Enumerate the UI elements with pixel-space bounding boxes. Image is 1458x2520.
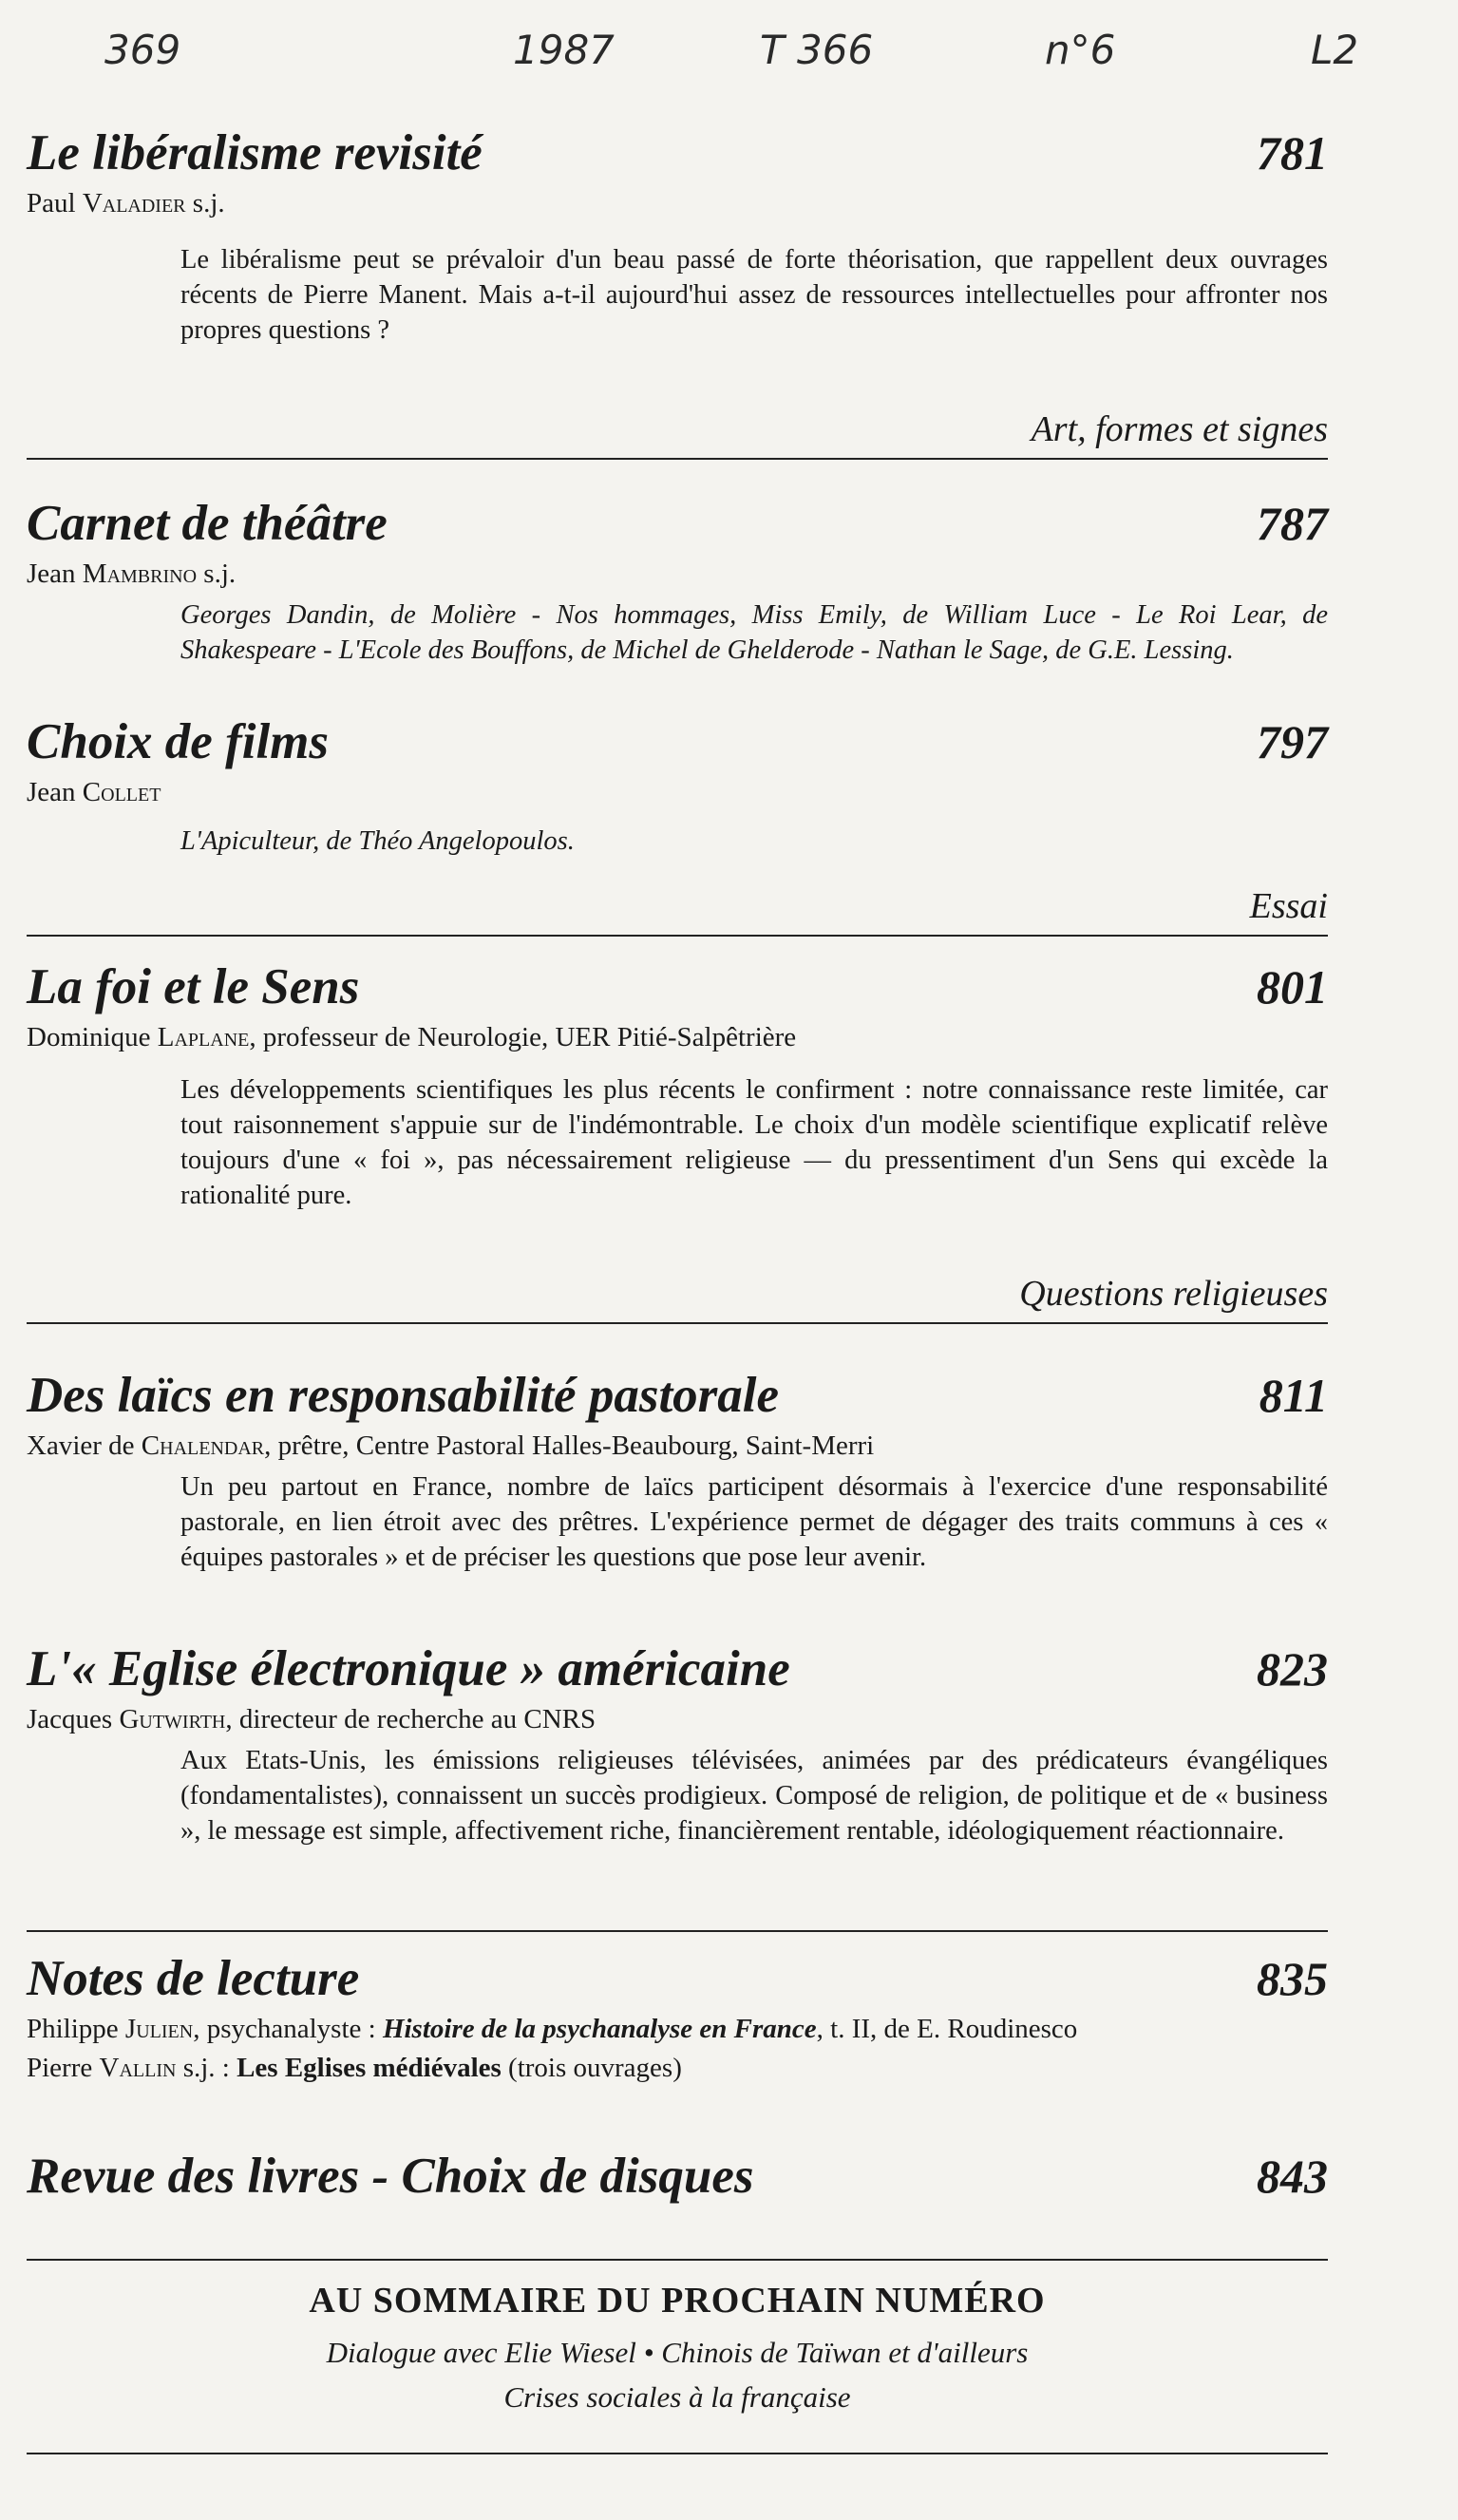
author-suffix: s.j. xyxy=(197,559,237,590)
author-first: Jean xyxy=(27,559,83,590)
announcement-line-1: Dialogue avec Elie Wiesel • Chinois de Taïwan et d'ailleurs xyxy=(326,2336,1029,2369)
entry-eglise xyxy=(27,1641,1328,1848)
author-first: Paul xyxy=(27,188,83,219)
note-book-title: Les Eglises médiévales xyxy=(237,2052,502,2083)
entry-abstract: Aux Etats-Unis, les émissions religieuses télévisées, animées par des prédicateurs évangéliques (fondamentalistes), connaissent un succès prodigieux. Composé de religion, de politique et de « business », le message est simple, affectivement riche, financièrement rentable, idéologiquement réactionnaire. xyxy=(180,1745,1328,1846)
divider xyxy=(27,2453,1328,2454)
entry-revue xyxy=(27,2149,1328,2204)
note-book-title: Histoire de la psychanalyse en France xyxy=(382,2014,817,2045)
section-label: Questions religieuses xyxy=(27,1273,1328,1324)
entry-author xyxy=(27,557,1328,591)
entry-title: Choix de films xyxy=(27,714,330,769)
entry-abstract: L'Apiculteur, de Théo Angelopoulos. xyxy=(180,825,575,856)
note-role: , psychanalyste : xyxy=(193,2014,383,2045)
note-rest: , t. II, de E. Roudinesco xyxy=(816,2014,1078,2045)
handwritten-issue: n°6 xyxy=(1045,27,1116,73)
entry-page: 835 xyxy=(1257,1952,1328,2005)
author-last: Collet xyxy=(82,777,161,808)
entry-liberalisme xyxy=(27,125,1328,348)
author-suffix: s.j. xyxy=(185,188,225,219)
author-first: Xavier de xyxy=(27,1431,142,1462)
note-author-last: Julien xyxy=(124,2014,194,2045)
author-last: Valadier xyxy=(82,188,186,219)
entry-author xyxy=(27,775,1328,809)
entry-page: 787 xyxy=(1257,497,1328,550)
entry-title: Revue des livres - Choix de disques xyxy=(27,2149,754,2204)
author-first: Jean xyxy=(27,777,83,808)
notes-line-2 xyxy=(27,2049,1328,2088)
notes-line-1 xyxy=(27,2010,1328,2049)
entry-abstract: Le libéralisme peut se prévaloir d'un beau passé de forte théorisation, que rappellent deux ouvrages récents de Pierre Manent. Mais a-t-il aujourd'hui assez de ressources intellectuelles pour affronter nos propres questions ? xyxy=(180,244,1328,345)
note-author-last: Vallin xyxy=(99,2052,177,2083)
entry-notes xyxy=(27,1951,1328,2087)
entry-title: Le libéralisme revisité xyxy=(27,125,483,180)
entry-theatre xyxy=(27,496,1328,668)
entry-title: Des laïcs en responsabilité pastorale xyxy=(27,1368,780,1423)
note-rest: (trois ouvrages) xyxy=(501,2052,682,2083)
section-essai xyxy=(27,885,1328,937)
author-suffix: , prêtre, Centre Pastoral Halles-Beaubourg, Saint-Merri xyxy=(264,1431,875,1462)
entry-page: 801 xyxy=(1257,960,1328,1014)
note-author-first: Pierre xyxy=(27,2052,100,2083)
divider xyxy=(27,2259,1328,2261)
entry-title: Notes de lecture xyxy=(27,1951,360,2006)
author-last: Gutwirth xyxy=(119,1704,226,1735)
section-label: Essai xyxy=(27,885,1328,937)
entry-title: Carnet de théâtre xyxy=(27,496,388,551)
handwritten-mark: L2 xyxy=(1311,27,1359,73)
handwritten-tome: T 366 xyxy=(760,27,874,73)
handwritten-year: 1987 xyxy=(513,27,615,73)
entry-foi xyxy=(27,959,1328,1213)
next-issue-announcement xyxy=(27,2280,1328,2419)
divider xyxy=(27,1930,1328,1932)
entry-author xyxy=(27,186,1328,220)
note-author-first: Philippe xyxy=(27,2014,125,2045)
author-last: Chalendar xyxy=(141,1431,265,1462)
entry-author xyxy=(27,1020,1328,1054)
announcement-line-2: Crises sociales à la française xyxy=(503,2379,851,2414)
author-suffix: , directeur de recherche au CNRS xyxy=(225,1704,596,1735)
author-first: Jacques xyxy=(27,1704,120,1735)
section-art xyxy=(27,408,1328,460)
author-last: Mambrino xyxy=(82,559,198,590)
section-label: Art, formes et signes xyxy=(27,408,1328,460)
section-questions xyxy=(27,1273,1328,1324)
handwritten-annotations xyxy=(0,27,1458,103)
entry-laics xyxy=(27,1368,1328,1575)
entry-author xyxy=(27,1429,1328,1463)
entry-title: L'« Eglise électronique » américaine xyxy=(27,1641,790,1696)
entry-abstract: Un peu partout en France, nombre de laïcs participent désormais à l'exercice d'une responsabilité pastorale, en lien étroit avec des prêtres. L'expérience permet de dégager des traits communs à ces « équipes pastorales » et de préciser les questions que pose leur avenir. xyxy=(180,1471,1328,1572)
entry-page: 811 xyxy=(1259,1369,1328,1422)
entry-abstract: Les développements scientifiques les plus récents le confirment : notre connaissance reste limitée, car tout raisonnement s'appuie sur de l'indémontrable. Le choix d'un modèle scientifique explicatif relève toujours d'une « foi », pas nécessairement religieuse — du pressentiment d'un Sens qui excède la rationalité pure. xyxy=(180,1074,1328,1210)
entry-page: 823 xyxy=(1257,1642,1328,1696)
entry-abstract: Georges Dandin, de Molière - Nos hommages, Miss Emily, de William Luce - Le Roi Lear, de Shakespeare - L'Ecole des Bouffons, de Michel de Ghelderode - Nathan le Sage, de G.E. Lessing. xyxy=(180,599,1328,665)
entry-films xyxy=(27,714,1328,859)
entry-author xyxy=(27,1702,1328,1736)
entry-title: La foi et le Sens xyxy=(27,959,360,1014)
author-last: Laplane xyxy=(157,1022,250,1053)
author-suffix: , professeur de Neurologie, UER Pitié-Salpêtrière xyxy=(249,1022,797,1053)
note-role: s.j. : xyxy=(176,2052,237,2083)
entry-page: 843 xyxy=(1257,2150,1328,2203)
handwritten-ref: 369 xyxy=(104,27,181,73)
entry-page: 781 xyxy=(1257,126,1328,180)
announcement-title: AU SOMMAIRE DU PROCHAIN NUMÉRO xyxy=(309,2281,1046,2321)
entry-page: 797 xyxy=(1257,715,1328,768)
author-first: Dominique xyxy=(27,1022,158,1053)
